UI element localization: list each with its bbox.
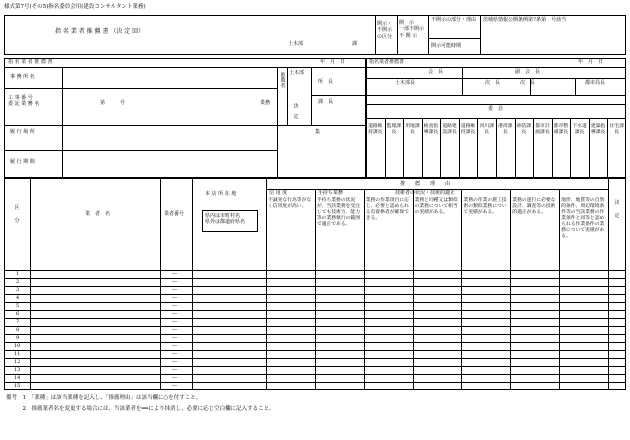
row-number: 2 — [16, 278, 20, 285]
reason-body-1: 手持ち業務の状況が、当該業務を受注しても技術力、能力等の業務執行の範囲で適正である。 — [316, 198, 361, 227]
row-code-dash: ― — [172, 382, 177, 389]
row-code-dash: ― — [172, 366, 177, 373]
row-code-dash: ― — [172, 342, 177, 349]
work-suffix: 業務 — [260, 100, 271, 106]
dept-label: 土木部 — [288, 41, 304, 47]
work-label: 工 事 番 号 委 託 業 務 名 — [8, 95, 40, 108]
row-number: 14 — [14, 374, 21, 381]
row-code-dash: ― — [172, 270, 177, 277]
period-label: 履 行 期 間 — [10, 159, 35, 165]
collect-mark: 集 — [315, 129, 321, 135]
row-number: 12 — [14, 358, 21, 365]
row-code-dash: ― — [172, 294, 177, 301]
row-number: 1 — [16, 270, 20, 277]
row-number: 10 — [14, 342, 21, 349]
disclosure-label: 開示・不開示の区分 — [377, 21, 393, 40]
committee-col-7: 港湾課長 — [498, 124, 513, 135]
row-number: 13 — [14, 366, 21, 373]
row-number: 8 — [16, 326, 20, 333]
recommend-stamp: 課 長 — [318, 99, 334, 105]
reason-body-5: 業務の遂行に必要な設計、調査等の技術的適正がある。 — [512, 198, 556, 215]
row-number: 5 — [16, 302, 20, 309]
row-code-dash: ― — [172, 286, 177, 293]
reason-body-4: 業務の作業の施工技術の類似業務について実績がある。 — [463, 198, 507, 215]
row-code-dash: ― — [172, 358, 177, 365]
role-city-head: 都市局長 — [585, 80, 606, 86]
committee-col-4: 道路建設課長 — [442, 124, 457, 135]
row-code-dash: ― — [172, 326, 177, 333]
row-number: 4 — [16, 294, 20, 301]
committee-col-10: 都市整備課長 — [553, 124, 569, 135]
col-decision: 決 定 — [614, 200, 620, 219]
right-header-date: 年 月 日 — [578, 59, 604, 65]
row-code-dash: ― — [172, 278, 177, 285]
right-header-title: 指名業者推薦書 — [369, 59, 405, 65]
role-deputy-2: 次 長 — [520, 80, 536, 86]
recommend-decision: 決 定 — [292, 103, 299, 119]
place-label: 履 行 場 所 — [10, 129, 35, 135]
row-code-dash: ― — [172, 374, 177, 381]
note-2: 2 推薦業者名を変更する場合には、当該業者を━━により抹消し、必要に応じ空白欄に記入すること。 — [6, 406, 275, 412]
committee-col-6: 河川課長 — [479, 124, 494, 135]
committee-col-11: 下水道課長 — [572, 124, 587, 135]
recommend-dept: 土木部 — [289, 70, 305, 76]
col-name: 業 者 名 — [85, 211, 111, 217]
col-reason: 推 薦 理 由 — [400, 181, 451, 187]
reason-sub: 技術者の状況・技術的適正 — [395, 190, 456, 196]
ordinance-note: 茨城県情報公開条例第7条第 号該当 — [483, 17, 567, 23]
reason-body-2: 業務の作業項目に応じ、必要と認められる有資格者が確保できる。 — [365, 198, 409, 221]
row-number: 11 — [14, 350, 21, 357]
committee-col-12: 建築指導課長 — [590, 124, 606, 135]
doc-title: 指 名 業 者 推 薦 書 （決 定 回） — [55, 28, 145, 35]
col-address: 本 店 所 在 地 — [205, 191, 237, 197]
reason-body-3: 業務と同種又は類似の業務について相当の実績がある。 — [414, 198, 458, 215]
committee-col-9: 都市計画課長 — [535, 124, 550, 135]
committee-label: 委 員 — [488, 106, 504, 112]
section-label: 課 — [352, 41, 358, 47]
committee-col-8: 砂防課長 — [516, 124, 532, 135]
committee-col-1: 監理課長 — [386, 124, 402, 135]
disclosure-options: 開 示 一部不開示 不 開 示 — [399, 20, 425, 39]
row-number: 6 — [16, 310, 20, 317]
col-ku: 区 分 — [14, 205, 20, 224]
reason-head-0: 信 用 度 — [269, 190, 288, 196]
row-number: 7 — [16, 318, 20, 325]
reason-head-1: 手持ち業務 — [317, 190, 343, 196]
form-title: 様式第7号(その5)指名委員会用(建設コンサルタント業務) — [4, 4, 146, 10]
committee-col-5: 道路維持課長 — [460, 124, 476, 135]
row-code-dash: ― — [172, 310, 177, 317]
row-code-dash: ― — [172, 350, 177, 357]
row-code-dash: ― — [172, 318, 177, 325]
role-vice-chair: 副 会 長 — [515, 69, 541, 75]
reason-body-0: 不誠実な行為等がなく信用度が高い。 — [268, 198, 312, 209]
reason-body-6: 地形、地質等の自然的条件、周辺環境条件等の当該業務の作業条件と同等と認められる作業条件の業務について実績がある。 — [561, 198, 605, 239]
committee-col-13: 住宅課長 — [609, 124, 624, 135]
row-number: 15 — [14, 382, 21, 389]
role-deputy-1: 次 長 — [485, 80, 501, 86]
recommend-chief: 所 長 — [318, 79, 334, 85]
committee-col-2: 用地課長 — [405, 124, 420, 135]
work-number: 第 号 — [100, 100, 126, 106]
col-code: 業者番号 — [164, 211, 185, 217]
role-civil-head: 土木部長 — [395, 80, 416, 86]
row-code-dash: ― — [172, 334, 177, 341]
role-chair: 会 長 — [428, 69, 444, 75]
left-header-title: 指 名 業 者 推 薦 書 — [8, 59, 53, 65]
left-header-date: 年 月 日 — [320, 59, 346, 65]
address-note: 県内は市町村名 県外は都道府県名 — [205, 213, 246, 226]
recommend-label: 推薦者 — [279, 72, 286, 88]
committee-col-3: 検査指導課長 — [423, 124, 439, 135]
committee-col-0: 道路維持課長 — [368, 124, 383, 135]
office-label: 事 務 所 名 — [10, 74, 35, 80]
date-label: 開示可能時期 — [431, 43, 462, 49]
note-1: 備考 1 「業種」は該当業種を記入し、「推薦理由」は該当欄に○を付すこと。 — [6, 395, 202, 401]
row-number: 3 — [16, 286, 20, 293]
row-number: 9 — [16, 334, 20, 341]
row-code-dash: ― — [172, 302, 177, 309]
reason-label: 不開示の部分・理由 — [431, 17, 477, 23]
